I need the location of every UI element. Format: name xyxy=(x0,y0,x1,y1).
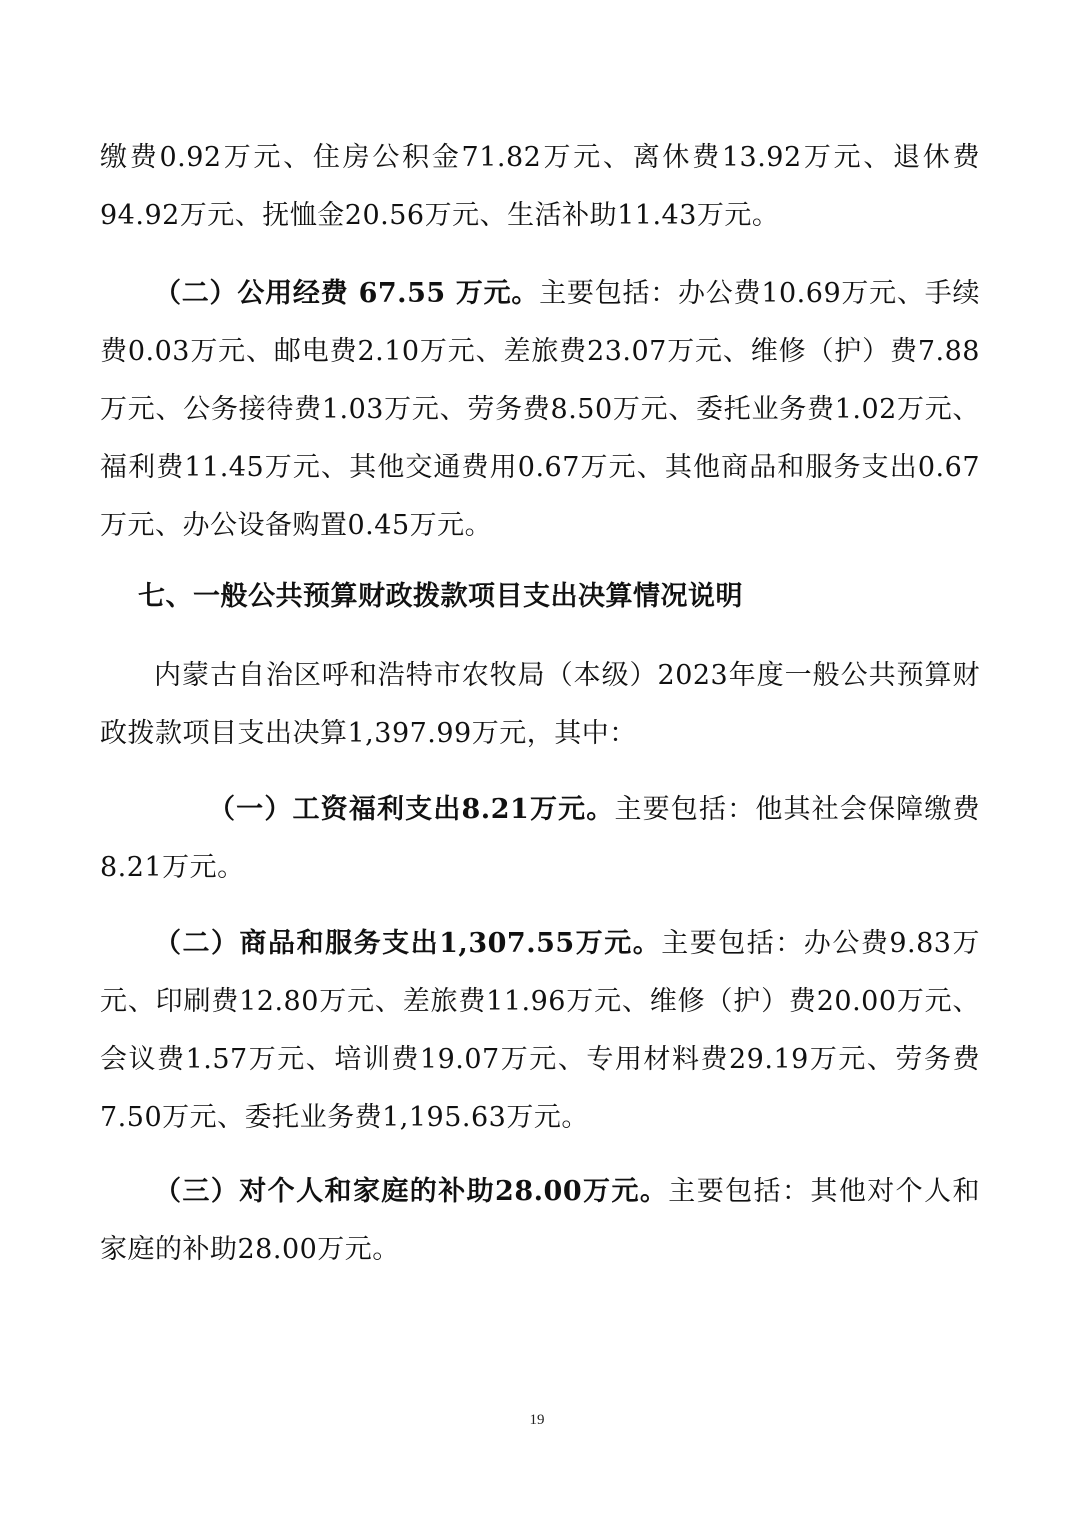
paragraph-personnel-continuation xyxy=(100,129,980,245)
paragraph-bold-lead: （二）公用经费 67.55 万元。 xyxy=(154,278,540,309)
paragraph-text: 主要包括：办公费10.69万元、手续费0.03万元、邮电费2.10万元、差旅费23.07万元、维修（护）费7.88万元、公务接待费1.03万元、劳务费8.50万元、委托业务费1.02万元、福利费11.45万元、其他交通费用0.67万元、其他商品和服务支出0.67万元、办公设备购置0.45万元。 xyxy=(100,278,980,541)
paragraph-bold-lead: （三）对个人和家庭的补助28.00万元。 xyxy=(154,1176,669,1207)
paragraph-text: 内蒙古自治区呼和浩特市农牧局（本级）2023年度一般公共预算财政拨款项目支出决算1,397.99万元，其中： xyxy=(100,660,980,749)
paragraph-public-expenses xyxy=(100,265,980,555)
paragraph-text: 主要包括：其他对个人和家庭的补助28.00万元。 xyxy=(100,1176,981,1265)
page-number: 19 xyxy=(529,1412,545,1428)
paragraph-bold-lead: （二）商品和服务支出1,307.55万元。 xyxy=(154,928,662,959)
paragraph-text: 缴费0.92万元、住房公积金71.82万元、离休费13.92万元、退休费94.92万元、抚恤金20.56万元、生活补助11.43万元。 xyxy=(100,142,980,231)
paragraph-bold-lead: （一）工资福利支出8.21万元。 xyxy=(208,794,615,825)
paragraph-household-subsidy xyxy=(100,1163,980,1279)
paragraph-goods-services xyxy=(100,915,980,1147)
paragraph-project-intro xyxy=(100,647,980,763)
paragraph-wages-benefits xyxy=(100,781,980,897)
paragraph-text: 主要包括：办公费9.83万元、印刷费12.80万元、差旅费11.96万元、维修（护）费20.00万元、会议费1.57万元、培训费19.07万元、专用材料费29.19万元、劳务费7.50万元、委托业务费1,195.63万元。 xyxy=(100,928,980,1133)
section-heading: 七、一般公共预算财政拨款项目支出决算情况说明 xyxy=(138,581,743,612)
paragraph-text: 主要包括：他其社会保障缴费8.21万元。 xyxy=(100,794,981,883)
